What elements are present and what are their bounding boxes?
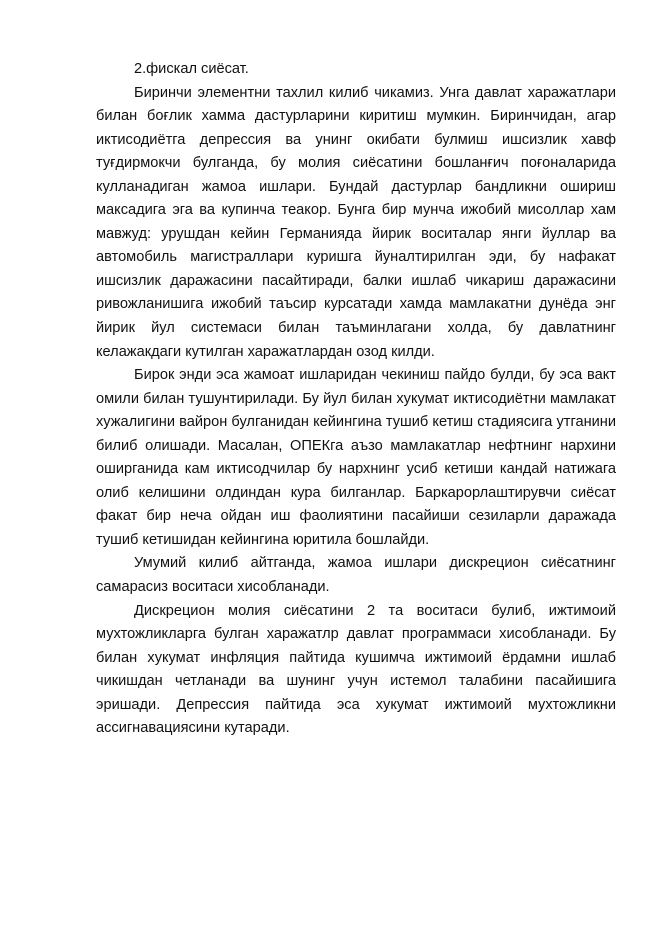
paragraph-2: Бирок энди эса жамоат ишларидан чекиниш пайдо булди, бу эса вакт омили билан тушунтирилади. Бу йул билан хукумат иктисодиётни мамлакат хужалигини вайрон булганидан кейингина тушиб кетиш стадиясига утганини билиб олишади. Масалан, ОПЕКга аъзо мамлакатлар нефтнинг нархини оширганида кам иктисодчилар бу нархнинг усиб кетиши кандай натижага олиб келишини олдиндан кура билганлар. Баркарорлаштирувчи сиёсат факат бир неча ойдан иш фаолиятини пасайиши сезиларли даражада тушиб кетишидан кейингина юритила бошлайди. — [96, 367, 616, 548]
paragraph-1: Биринчи элементни тахлил килиб чикамиз. Унга давлат харажатлари билан боғлик хамма дастурларини киритиш мумкин. Биринчидан, агар иктисодиётга депрессия ва унинг окибати булмиш ишсизлик хавф туғдирмокчи булганда, бу молия сиёсатини бошланғич поғоналарида кулланадиган жамоа ишлари. Бундай дастурлар бандликни ошириш максадига эга ва купинча теакор. Бунга бир мунча ижобий мисоллар хам мавжуд: урушдан кейин Германияда йирик воситалар янги йуллар ва автомобиль магистраллари куришга йуналтирилган эди, бу нафакат ишсизлик даражасини пасайтиради, балки ишлаб чикариш даражасини ривожланишига ижобий таъсир курсатади хамда мамлакатни дунёда энг йирик йул системаси билан таъминлагани холда, бу давлатнинг келажакдаги кутилган харажатлардан озод килди. — [96, 84, 616, 360]
paragraph-4: Дискрецион молия сиёсатини 2 та воситаси булиб, ижтимоий мухтожликларга булган харажатлр давлат программаси хисобланади. Бу билан хукумат инфляция пайтида кушимча ижтимоий ёрдамни ишлаб чикишдан четланади ва шунинг учун истемол талабини пасайишига эришади. Депрессия пайтида эса хукумат ижтимоий мухтожликни ассигнавациясини кутаради. — [96, 602, 616, 737]
section-heading: 2.фискал сиёсат. — [134, 61, 249, 77]
document-page — [96, 58, 616, 741]
paragraph-3: Умумий килиб айтганда, жамоа ишлари дискрецион сиёсатнинг самарасиз воситаси хисобланади. — [96, 555, 616, 596]
